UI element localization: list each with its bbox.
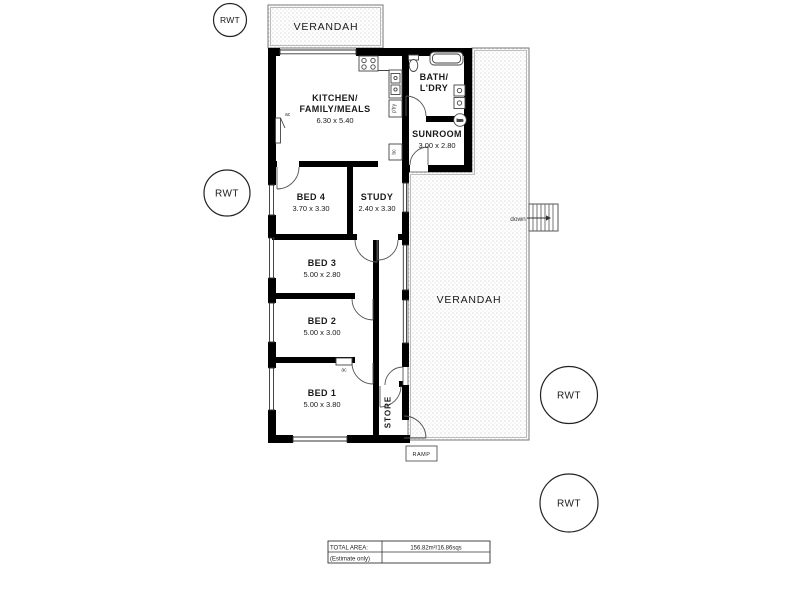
ac-bed1-label: ac xyxy=(341,367,347,374)
rwt-mid-left-label: RWT xyxy=(214,188,240,200)
study-label: STUDY xyxy=(360,192,394,202)
rwt-mid-right xyxy=(541,367,598,424)
ramp-label: RAMP xyxy=(412,452,431,458)
kitchen-label-1: KITCHEN/ xyxy=(312,93,358,103)
bed1-dims: 5.00 x 3.80 xyxy=(303,400,341,409)
sink-icon xyxy=(389,70,402,98)
ac-unit-kitchen xyxy=(276,118,286,143)
kitchen-label-2: FAMILY/MEALS xyxy=(299,104,371,114)
total-area-box xyxy=(328,541,490,563)
rwt-top-left-label: RWT xyxy=(219,15,241,25)
ramp xyxy=(406,446,437,461)
rwt-mid-left xyxy=(204,170,250,216)
stove-icon xyxy=(359,56,378,71)
pantry-label: p'try xyxy=(391,103,398,114)
bed2-label: BED 2 xyxy=(307,316,337,326)
bath-label-2: L'DRY xyxy=(419,83,449,93)
hws-icon xyxy=(454,114,467,127)
bc-label: bc xyxy=(391,149,398,155)
bed1-label: BED 1 xyxy=(307,388,337,398)
total-area-label: TOTAL AREA: xyxy=(330,545,368,552)
bed2-dims: 5.00 x 3.00 xyxy=(303,328,341,337)
store-label: STORE xyxy=(383,395,393,429)
door-bed4 xyxy=(277,167,299,189)
verandah-right-label: VERANDAH xyxy=(436,294,502,306)
ac-kitchen-label: ac xyxy=(285,112,291,118)
toilet-icon xyxy=(409,55,419,72)
rwt-mid-right-label: RWT xyxy=(556,390,582,402)
door-study xyxy=(378,240,398,260)
bed3-dims: 5.00 x 2.80 xyxy=(303,270,341,279)
study-dims: 2.40 x 3.30 xyxy=(358,204,396,213)
bathtub-icon xyxy=(430,52,463,65)
laundry-trough-icon xyxy=(454,85,465,109)
total-area-estimate: (Estimate only) xyxy=(330,556,371,563)
rwt-bottom-right-label: RWT xyxy=(556,498,582,510)
verandah-top xyxy=(268,5,383,48)
sunroom-label: SUNROOM xyxy=(412,129,462,139)
sunroom-dims: 3.00 x 2.80 xyxy=(418,141,456,150)
verandah-top-label: VERANDAH xyxy=(293,21,359,33)
stairs-down-label: down xyxy=(510,216,526,223)
bed4-label: BED 4 xyxy=(296,192,326,202)
rwt-top-left xyxy=(214,4,247,37)
bed4-dims: 3.70 x 3.30 xyxy=(292,204,330,213)
door-bed2 xyxy=(352,299,373,320)
bed3-label: BED 3 xyxy=(307,258,337,268)
door-bed1 xyxy=(352,363,373,384)
bath-label-1: BATH/ xyxy=(419,72,449,82)
kitchen-dims: 6.30 x 5.40 xyxy=(316,116,354,125)
ac-unit-bed1 xyxy=(336,358,352,365)
rwt-bottom-right xyxy=(540,474,598,532)
hws-label: hws xyxy=(456,118,464,123)
total-area-value: 156.82m²/16.86sqs xyxy=(410,545,462,552)
